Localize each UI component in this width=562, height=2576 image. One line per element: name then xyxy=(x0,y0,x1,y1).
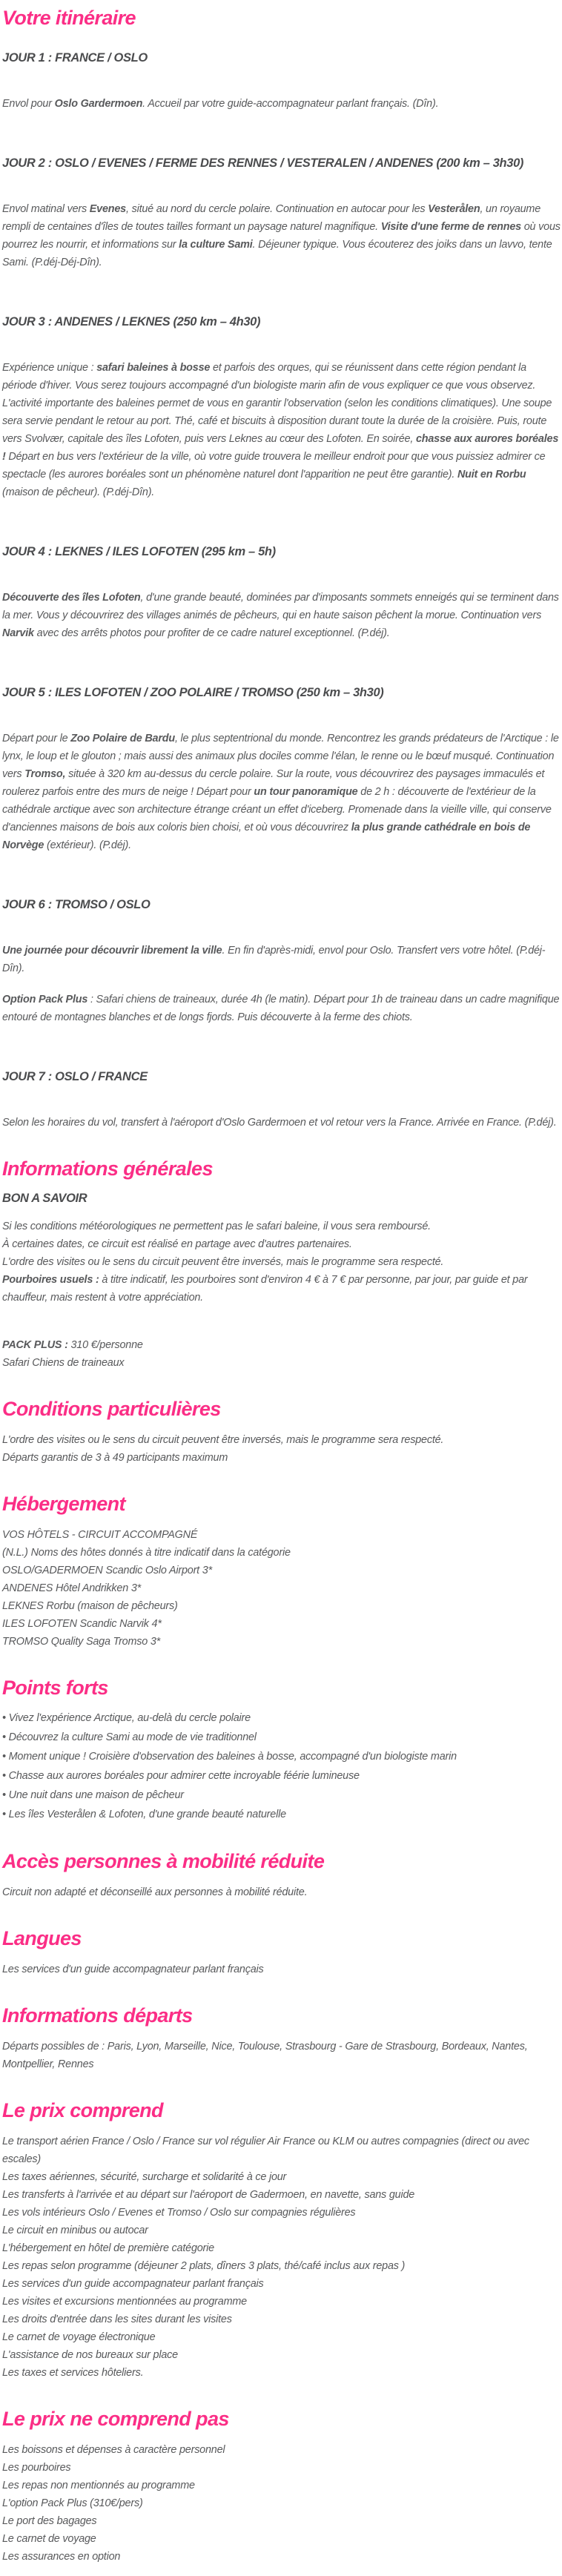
bold-text-run: Narvik xyxy=(2,627,34,639)
special-conditions-list xyxy=(2,1431,561,1467)
day-3-paragraph xyxy=(2,359,561,501)
bold-text-run: Une journée pour découvrir librement la ville xyxy=(2,945,222,957)
hotel-line: OSLO/GADERMOEN Scandic Oslo Airport 3* xyxy=(2,1565,212,1576)
text-run: Départ pour le xyxy=(2,733,71,744)
text-run: . Déjeuner typique. Vous écouterez des joiks dans un lavvo, tente Sami. (P.déj-Déj-Dîn). xyxy=(2,239,552,268)
text-run: , d'une grande beauté, dominées par d'imposants sommets enneigés qui se terminent dans la mer. Vous y découvrirez des villages animés de pêcheurs, qui en haute saison pêchent la morue. Continuation vers xyxy=(2,592,559,621)
text-run: et parfois des orques, qui se réunissent dans cette région pendant la période d'hiver. Vous serez toujours accompagné d'un biologiste marin afin de vous expliquer ce que vous observez. L'activité importante des baleines permet de vous en garantir l'observation (selon les conditions climatiques). Une soupe sera servie pendant le retour au port. Thé, café et biscuits à disposition durant toute la durée de la croisière. Puis, route vers Svolvær, capitale des îles Lofoten, puis vers Leknes au cœur des Lofoten. En soirée, xyxy=(2,362,552,445)
text-run: (extérieur). (P.déj). xyxy=(44,839,131,851)
reduced-mobility-text xyxy=(2,1883,561,1901)
highlight-item: • Chasse aux aurores boréales pour admirer cette incroyable féérie lumineuse xyxy=(2,1770,360,1782)
text-run: Départ en bus vers l'extérieur de la ville, où votre guide trouvera le meilleur endroit pour que vous puissiez admirer ce spectacle (les aurores boréales sont un phénomène naturel dont l'apparition ne peut être garantie). xyxy=(2,451,546,480)
bold-text-run: Vesterålen xyxy=(428,203,480,215)
section-title-general-info: Informations générales xyxy=(2,1157,213,1180)
price-include-line: L'hébergement en hôtel de première catégorie xyxy=(2,2242,214,2254)
bold-text-run: chasse aux aurores boréales ! xyxy=(2,433,559,463)
bold-text-run: un tour panoramique xyxy=(254,786,358,798)
day-3 xyxy=(2,313,561,501)
section-title-highlights: Points forts xyxy=(2,1677,108,1699)
price-include-line: Les vols intérieurs Oslo / Evenes et Tromso / Oslo sur compagnies régulières xyxy=(2,2207,356,2219)
price-exclude-line: Les boissons et dépenses à caractère personnel xyxy=(2,2444,225,2456)
accommodation-list xyxy=(2,1526,561,1651)
price-exclude-line: L'option Pack Plus (310€/pers) xyxy=(2,2497,143,2509)
section-title-reduced-mobility: Accès personnes à mobilité réduite xyxy=(2,1850,325,1872)
price-include-line: Les repas selon programme (déjeuner 2 plats, dîners 3 plats, thé/café inclus aux repas ) xyxy=(2,2260,406,2272)
bold-text-run: Option Pack Plus xyxy=(2,994,88,1005)
note-line xyxy=(2,1218,561,1235)
reduced-mobility-line: Circuit non adapté et déconseillé aux personnes à mobilité réduite. xyxy=(2,1886,308,1898)
highlight-item: • Les îles Vesterålen & Lofoten, d'une grande beauté naturelle xyxy=(2,1809,286,1820)
hotel-line: ANDENES Hôtel Andrikken 3* xyxy=(2,1582,142,1594)
day-6-heading: JOUR 6 : TROMSO / OSLO xyxy=(2,898,151,911)
day-2-heading: JOUR 2 : OSLO / EVENES / FERME DES RENNES / VESTERALEN / ANDENES (200 km – 3h30) xyxy=(2,156,524,170)
text-run: Safari Chiens de traineaux xyxy=(2,1357,125,1369)
pack-plus-detail-line xyxy=(2,1354,561,1372)
text-run: 310 €/personne xyxy=(67,1339,143,1351)
hotel-line: VOS HÔTELS - CIRCUIT ACCOMPAGNÉ xyxy=(2,1529,198,1541)
text-run: de 2 h : découverte de l'extérieur de la cathédrale arctique avec son architecture étrange créant un effet d'iceberg. Promenade dans la vieille ville, qui conserve d'anciennes maisons de bois aux coloris bien choisi, et où vous découvrirez xyxy=(2,786,552,833)
text-run: L'ordre des visites ou le sens du circuit peuvent être inversés, mais le programme sera respecté. xyxy=(2,1256,444,1268)
day-1-heading: JOUR 1 : FRANCE / OSLO xyxy=(2,51,148,65)
price-include-line: Les services d'un guide accompagnateur parlant français xyxy=(2,2278,264,2290)
price-includes-list xyxy=(2,2133,561,2382)
day-6 xyxy=(2,896,561,1026)
price-include-line: L'assistance de nos bureaux sur place xyxy=(2,2349,178,2361)
day-5-heading: JOUR 5 : ILES LOFOTEN / ZOO POLAIRE / TROMSO (250 km – 3h30) xyxy=(2,686,384,699)
pack-plus-block xyxy=(2,1336,561,1372)
day-2 xyxy=(2,154,561,271)
price-include-line: Les taxes aériennes, sécurité, surcharge et solidarité à ce jour xyxy=(2,2171,287,2183)
language-line: Les services d'un guide accompagnateur parlant français xyxy=(2,1964,264,1975)
day-5 xyxy=(2,684,561,854)
bold-text-run: Evenes xyxy=(89,203,126,215)
text-run: , un royaume rempli de centaines d'îles de toutes tailles formant un paysage naturel magnifique. xyxy=(2,203,541,233)
section-title-departures: Informations départs xyxy=(2,2004,193,2027)
day-3-heading: JOUR 3 : ANDENES / LEKNES (250 km – 4h30) xyxy=(2,315,261,328)
hotel-line: (N.L.) Noms des hôtes donnés à titre indicatif dans la catégorie xyxy=(2,1547,291,1559)
section-title-itinerary: Votre itinéraire xyxy=(2,7,136,29)
bold-text-run: Visite d'une ferme de rennes xyxy=(380,221,521,233)
price-include-line: Le circuit en minibus ou autocar xyxy=(2,2225,148,2236)
day-7 xyxy=(2,1068,561,1132)
highlight-item: • Une nuit dans une maison de pêcheur xyxy=(2,1789,184,1801)
departure-cities-line: Départs possibles de : Paris, Lyon, Marseille, Nice, Toulouse, Strasbourg - Gare de Strasbourg, Bordeaux, Nantes, Montpellier, Rennes xyxy=(2,2041,528,2070)
text-run: où vous pourrez les nourrir, et informations sur xyxy=(2,221,561,251)
condition-line: Départs garantis de 3 à 49 participants maximum xyxy=(2,1452,228,1464)
bold-text-run: Tromso, xyxy=(24,768,66,780)
price-include-line: Les transferts à l'arrivée et au départ sur l'aéroport de Gadermoen, en navette, sans guide xyxy=(2,2189,415,2201)
text-run: Si les conditions météorologiques ne permettent pas le safari baleine, il vous sera remboursé. xyxy=(2,1221,431,1232)
section-title-special-conditions: Conditions particulières xyxy=(2,1398,221,1420)
price-exclude-line: Les assurances en option xyxy=(2,2551,121,2563)
highlight-item: • Découvrez la culture Sami au mode de vie traditionnel xyxy=(2,1731,257,1743)
section-title-price-includes: Le prix comprend xyxy=(2,2099,163,2121)
day-7-heading: JOUR 7 : OSLO / FRANCE xyxy=(2,1070,148,1083)
highlight-item: • Moment unique ! Croisière d'observation des baleines à bosse, accompagné d'un biologiste marin xyxy=(2,1751,457,1763)
condition-line: L'ordre des visites ou le sens du circuit peuvent être inversés, mais le programme sera respecté. xyxy=(2,1434,444,1446)
highlight-item: • Vivez l'expérience Arctique, au-delà du cercle polaire xyxy=(2,1712,251,1724)
bold-text-run: Oslo Gardermoen xyxy=(54,98,143,110)
note-line xyxy=(2,1235,561,1253)
languages-text xyxy=(2,1961,561,1978)
bold-text-run: Découverte des îles Lofoten xyxy=(2,592,141,604)
good-to-know-notes xyxy=(2,1218,561,1307)
note-line xyxy=(2,1271,561,1307)
day-7-paragraph xyxy=(2,1114,561,1132)
day-2-paragraph xyxy=(2,200,561,271)
bold-text-run: Zoo Polaire de Bardu xyxy=(70,733,175,744)
price-exclude-line: Le carnet de voyage xyxy=(2,2533,96,2545)
text-run: . Accueil par votre guide-accompagnateur parlant français. (Dîn). xyxy=(142,98,439,110)
section-title-accommodation: Hébergement xyxy=(2,1493,125,1515)
text-run: Envol matinal vers xyxy=(2,203,90,215)
day-1 xyxy=(2,49,561,113)
text-run: , situé au nord du cercle polaire. Continuation en autocar pour les xyxy=(125,203,429,215)
text-run: , le plus septentrional du monde. Rencontrez les grands prédateurs de l'Arctique : le lynx, le loup et le glouton ; mais aussi des animaux plus dociles comme l'élan, le renne ou le bœuf musqué. Continuation vers xyxy=(2,733,559,780)
hotel-line: ILES LOFOTEN Scandic Narvik 4* xyxy=(2,1618,162,1630)
text-run: avec des arrêts photos pour profiter de ce cadre naturel exceptionnel. (P.déj). xyxy=(33,627,390,639)
bold-text-run: Pourboires usuels : xyxy=(2,1274,99,1286)
good-to-know-subheading: BON A SAVOIR xyxy=(2,1192,87,1205)
price-exclude-line: Les repas non mentionnés au programme xyxy=(2,2480,195,2491)
bold-text-run: la culture Sami xyxy=(179,239,253,251)
note-line xyxy=(2,1253,561,1271)
text-run: Expérience unique : xyxy=(2,362,97,374)
text-run: Envol pour xyxy=(2,98,55,110)
day-1-paragraph xyxy=(2,95,561,113)
pack-plus-price-line xyxy=(2,1336,561,1354)
price-include-line: Le transport aérien France / Oslo / France sur vol régulier Air France ou KLM ou autres compagnies (direct ou avec escales) xyxy=(2,2136,529,2165)
price-include-line: Les droits d'entrée dans les sites durant les visites xyxy=(2,2314,232,2325)
text-run: (maison de pêcheur). (P.déj-Dîn). xyxy=(2,486,155,498)
day-6-option-paragraph xyxy=(2,991,561,1026)
price-exclude-line: Les pourboires xyxy=(2,2462,71,2474)
text-run: à titre indicatif, les pourboires sont d'environ 4 € à 7 € par personne, par jour, par guide et par chauffeur, mais restent à votre appréciation. xyxy=(2,1274,528,1304)
text-run: : Safari chiens de traineaux, durée 4h (le matin). Départ pour 1h de traineau dans un cadre magnifique entouré de montagnes blanches et de longs fjords. Puis découverte à la ferme des chiots. xyxy=(2,994,560,1023)
hotel-line: LEKNES Rorbu (maison de pêcheurs) xyxy=(2,1600,178,1612)
price-exclude-line: Le port des bagages xyxy=(2,2515,97,2527)
bold-text-run: Nuit en Rorbu xyxy=(457,469,526,480)
price-include-line: Le carnet de voyage électronique xyxy=(2,2331,156,2343)
departures-text xyxy=(2,2038,561,2073)
hotel-line: TROMSO Quality Saga Tromso 3* xyxy=(2,1636,161,1648)
bold-text-run: PACK PLUS : xyxy=(2,1339,68,1351)
day-5-paragraph xyxy=(2,730,561,854)
text-run: située à 320 km au-dessus du cercle polaire. Sur la route, vous découvrirez des paysages immaculés et roulerez parfois entre des murs de neige ! Départ pour xyxy=(2,768,545,798)
price-excludes-list xyxy=(2,2441,561,2566)
highlights-list xyxy=(2,1708,561,1824)
section-title-languages: Langues xyxy=(2,1927,82,1949)
text-run: Selon les horaires du vol, transfert à l'aéroport d'Oslo Gardermoen et vol retour vers la France. Arrivée en France. (P.déj). xyxy=(2,1117,557,1129)
text-run: À certaines dates, ce circuit est réalisé en partage avec d'autres partenaires. xyxy=(2,1238,352,1250)
section-title-price-excludes: Le prix ne comprend pas xyxy=(2,2408,229,2430)
day-4 xyxy=(2,543,561,642)
day-4-heading: JOUR 4 : LEKNES / ILES LOFOTEN (295 km – 5h) xyxy=(2,545,276,558)
text-run: . En fin d'après-midi, envol pour Oslo. Transfert vers votre hôtel. (P.déj-Dîn). xyxy=(2,945,546,974)
day-4-paragraph xyxy=(2,589,561,642)
price-include-line: Les visites et excursions mentionnées au programme xyxy=(2,2296,247,2308)
price-include-line: Les taxes et services hôteliers. xyxy=(2,2367,144,2379)
bold-text-run: la plus grande cathédrale en bois de Norvège xyxy=(2,822,531,851)
day-6-paragraph xyxy=(2,942,561,977)
bold-text-run: safari baleines à bosse xyxy=(96,362,211,374)
